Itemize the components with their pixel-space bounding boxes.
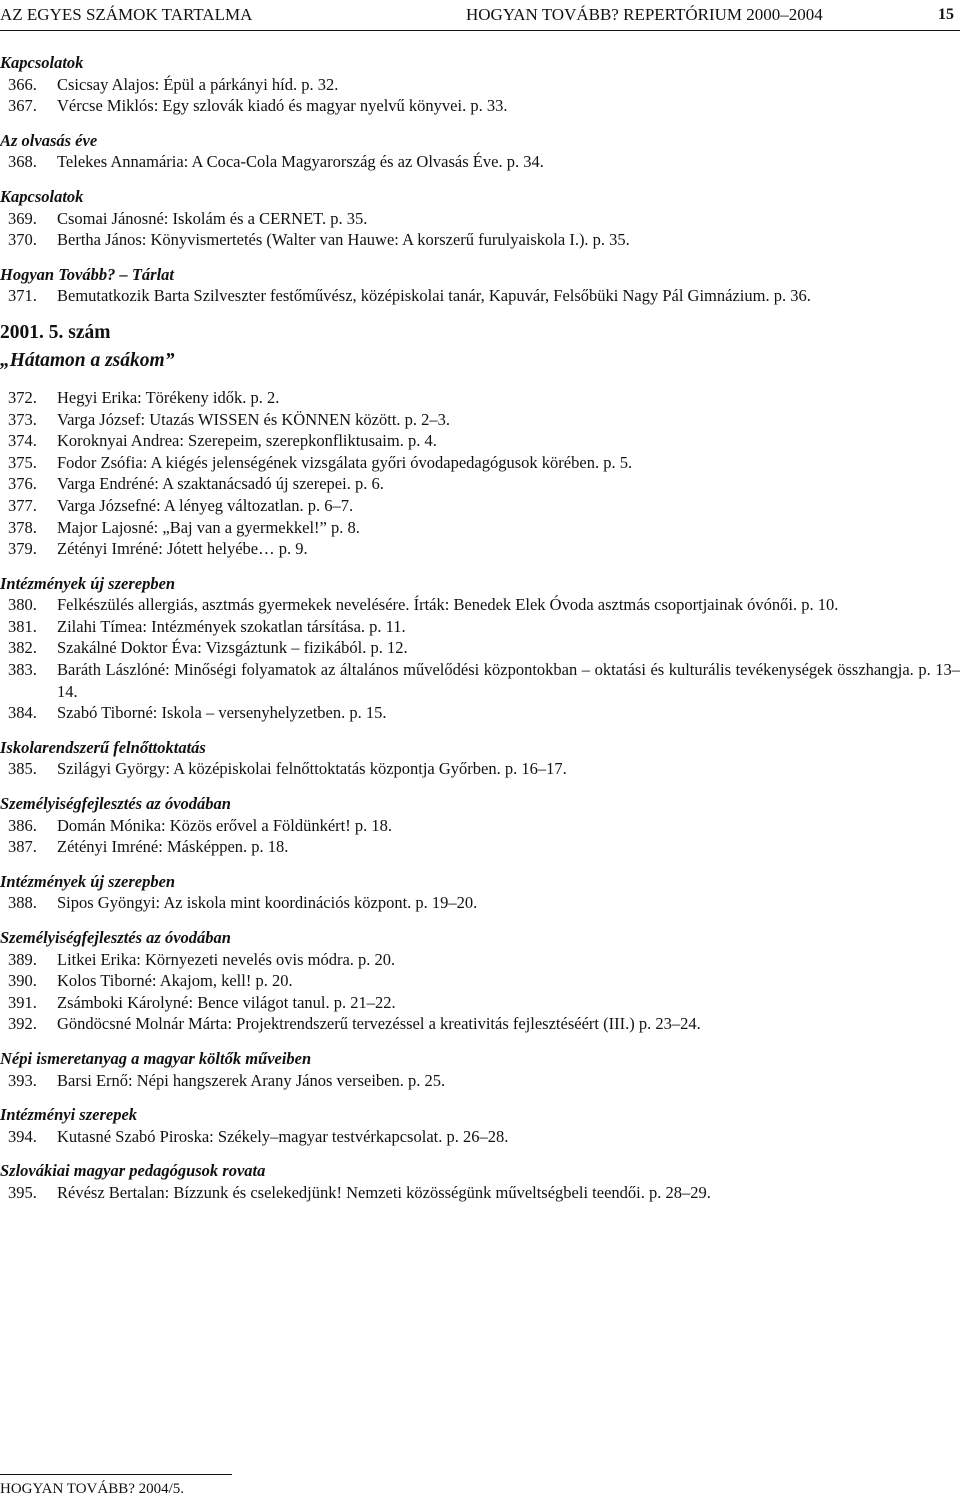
toc-entry [0, 970, 960, 992]
entry-number: 366. [8, 74, 37, 94]
toc-section [0, 737, 960, 780]
section-title: Szlovákiai magyar pedagógusok rovata [0, 1161, 266, 1181]
toc-entry [0, 538, 960, 560]
entry-text: Hegyi Erika: Törékeny idők. p. 2. [57, 387, 280, 407]
entry-text: Kutasné Szabó Piroska: Székely–magyar testvérkapcsolat. p. 26–28. [57, 1126, 509, 1146]
entry-number: 393. [8, 1070, 37, 1090]
entry-text: Csicsay Alajos: Épül a párkányi híd. p. 32. [57, 74, 339, 94]
footer-rule [0, 1474, 232, 1475]
entry-text: Koroknyai Andrea: Szerepeim, szerepkonfliktusaim. p. 4. [57, 431, 437, 451]
entry-number: 370. [8, 230, 37, 250]
toc-entry [0, 151, 960, 173]
header-rule [0, 30, 960, 31]
entry-text: Sipos Gyöngyi: Az iskola mint koordinációs központ. p. 19–20. [57, 893, 478, 913]
toc-section [0, 573, 960, 724]
entry-number: 367. [8, 96, 37, 116]
toc-entry [0, 285, 960, 307]
entry-text: Göndöcsné Molnár Márta: Projektrendszerű tervezéssel a kreativitás fejlesztéséért (III.) p. 23–24. [57, 1014, 701, 1034]
issue-theme: „Hátamon a zsákom” [0, 349, 175, 371]
toc-entry [0, 473, 960, 495]
toc-entry [0, 1013, 960, 1035]
toc-entry [0, 74, 960, 96]
toc-entry [0, 758, 960, 780]
entry-number: 377. [8, 495, 37, 515]
running-header [0, 4, 960, 30]
toc-entry [0, 387, 960, 409]
toc-section [0, 1160, 960, 1203]
entry-text: Litkei Erika: Környezeti nevelés ovis módra. p. 20. [57, 949, 396, 969]
entry-text: Vércse Miklós: Egy szlovák kiadó és magyar nyelvű könyvei. p. 33. [57, 96, 508, 116]
toc-entry [0, 452, 960, 474]
toc-section [0, 130, 960, 173]
entry-text: Telekes Annamária: A Coca-Cola Magyarország és az Olvasás Éve. p. 34. [57, 152, 544, 172]
entry-number: 394. [8, 1126, 37, 1146]
entry-number: 395. [8, 1182, 37, 1202]
toc-section [0, 52, 960, 117]
entry-number: 375. [8, 452, 37, 472]
issue-heading [0, 321, 960, 373]
toc-section [0, 871, 960, 914]
toc-section [0, 1048, 960, 1091]
toc-entry [0, 892, 960, 914]
section-title: Kapcsolatok [0, 53, 84, 72]
entry-text: Varga József: Utazás WISSEN és KÖNNEN között. p. 2–3. [57, 409, 451, 429]
table-of-contents [0, 52, 960, 1204]
toc-entry [0, 1070, 960, 1092]
toc-entry [0, 836, 960, 858]
entry-number: 369. [8, 208, 37, 228]
entry-number: 387. [8, 837, 37, 857]
entry-text: Zilahi Tímea: Intézmények szokatlan társítása. p. 11. [57, 616, 406, 636]
entry-number: 381. [8, 616, 37, 636]
toc-entry [0, 208, 960, 230]
entry-number: 372. [8, 387, 37, 407]
entry-text: Fodor Zsófia: A kiégés jelenségének vizsgálata győri óvodapedagógusok körében. p. 5. [57, 452, 633, 472]
section-title: Intézmények új szerepben [0, 573, 176, 593]
entry-number: 373. [8, 409, 37, 429]
toc-entry [0, 616, 960, 638]
entry-text: Szakálné Doktor Éva: Vizsgáztunk – fizikából. p. 12. [57, 638, 408, 658]
entry-number: 386. [8, 815, 37, 835]
entry-number: 389. [8, 949, 37, 969]
toc-entry [0, 949, 960, 971]
toc-entry [0, 430, 960, 452]
entry-number: 378. [8, 517, 37, 537]
section-title: Népi ismeretanyag a magyar költők műveiben [0, 1048, 312, 1068]
page-number: 15 [938, 6, 954, 23]
section-title: Kapcsolatok [0, 186, 84, 206]
entry-number: 384. [8, 703, 37, 723]
entry-number: 368. [8, 152, 37, 172]
entry-text: Zsámboki Károlyné: Bence világot tanul. p. 21–22. [57, 992, 396, 1012]
section-title: Intézmények új szerepben [0, 871, 176, 891]
header-right-title: HOGYAN TOVÁBB? REPERTÓRIUM 2000–2004 [466, 5, 823, 24]
entry-text: Bertha János: Könyvismertetés (Walter van Hauwe: A korszerű furulyaiskola I.). p. 35. [57, 230, 630, 250]
entry-text: Varga Józsefné: A lényeg változatlan. p. 6–7. [57, 495, 354, 515]
entry-number: 376. [8, 474, 37, 494]
section-title: Hogyan Tovább? – Tárlat [0, 264, 175, 284]
section-title: Személyiségfejlesztés az óvodában [0, 794, 231, 814]
entry-number: 382. [8, 638, 37, 658]
entry-number: 371. [8, 286, 37, 306]
toc-section [0, 1104, 960, 1147]
toc-entry [0, 659, 960, 702]
toc-entry [0, 637, 960, 659]
toc-entry [0, 594, 960, 616]
entry-number: 390. [8, 971, 37, 991]
issue-number: 2001. 5. szám [0, 321, 111, 343]
section-title: Az olvasás éve [0, 130, 98, 150]
section-title: Intézményi szerepek [0, 1105, 138, 1125]
toc-entry [0, 1182, 960, 1204]
toc-section [0, 264, 960, 307]
entry-text: Csomai Jánosné: Iskolám és a CERNET. p. 35. [57, 208, 368, 228]
toc-entry [0, 1126, 960, 1148]
entry-text: Baráth Lászlóné: Minőségi folyamatok az általános művelődési központokban – oktatási és kulturális tevékenységek összhangja. p. 13–14. [57, 660, 960, 701]
toc-entry [0, 517, 960, 539]
entry-text: Major Lajosné: „Baj van a gyermekkel!” p. 8. [57, 517, 360, 537]
entry-number: 388. [8, 893, 37, 913]
bottom-sections [0, 573, 960, 1204]
entry-number: 380. [8, 595, 37, 615]
entry-text: Domán Mónika: Közös erővel a Földünkért! p. 18. [57, 815, 392, 835]
entry-number: 391. [8, 992, 37, 1012]
entry-text: Varga Endréné: A szaktanácsadó új szerepei. p. 6. [57, 474, 384, 494]
toc-section [0, 186, 960, 251]
issue-entry-list [0, 387, 960, 560]
entry-text: Kolos Tiborné: Akajom, kell! p. 20. [57, 971, 293, 991]
entry-text: Felkészülés allergiás, asztmás gyermekek nevelésére. Írták: Benedek Elek Óvoda asztmás csoportjainak óvónői. p. 10. [57, 595, 839, 615]
section-title: Iskolarendszerű felnőttoktatás [0, 737, 206, 757]
toc-entry [0, 95, 960, 117]
entry-text: Bemutatkozik Barta Szilveszter festőművész, középiskolai tanár, Kapuvár, Felsőbüki Nagy Pál Gimnázium. p. 36. [57, 286, 811, 306]
entry-text: Szilágyi György: A középiskolai felnőttoktatás központja Győrben. p. 16–17. [57, 759, 567, 779]
entry-text: Zétényi Imréné: Másképpen. p. 18. [57, 837, 289, 857]
section-title: Személyiségfejlesztés az óvodában [0, 928, 231, 947]
toc-entry [0, 992, 960, 1014]
entry-number: 392. [8, 1014, 37, 1034]
entry-number: 379. [8, 539, 37, 559]
top-sections [0, 52, 960, 307]
toc-section [0, 927, 960, 1035]
toc-entry [0, 702, 960, 724]
footer-text: HOGYAN TOVÁBB? 2004/5. [0, 1481, 185, 1497]
entry-text: Szabó Tiborné: Iskola – versenyhelyzetben. p. 15. [57, 703, 387, 723]
toc-entry [0, 815, 960, 837]
toc-entry [0, 495, 960, 517]
entry-number: 385. [8, 759, 37, 779]
header-left-title: AZ EGYES SZÁMOK TARTALMA [0, 5, 253, 24]
toc-entry [0, 229, 960, 251]
entry-text: Révész Bertalan: Bízzunk és cselekedjünk! Nemzeti közösségünk műveltségbeli teendői. p. 28–29. [57, 1182, 711, 1202]
running-footer [0, 1474, 232, 1500]
entry-text: Barsi Ernő: Népi hangszerek Arany János verseiben. p. 25. [57, 1070, 446, 1090]
entry-text: Zétényi Imréné: Jótett helyébe… p. 9. [57, 539, 308, 559]
toc-entry [0, 409, 960, 431]
toc-section [0, 793, 960, 858]
entry-number: 374. [8, 431, 37, 451]
entry-number: 383. [8, 660, 37, 680]
